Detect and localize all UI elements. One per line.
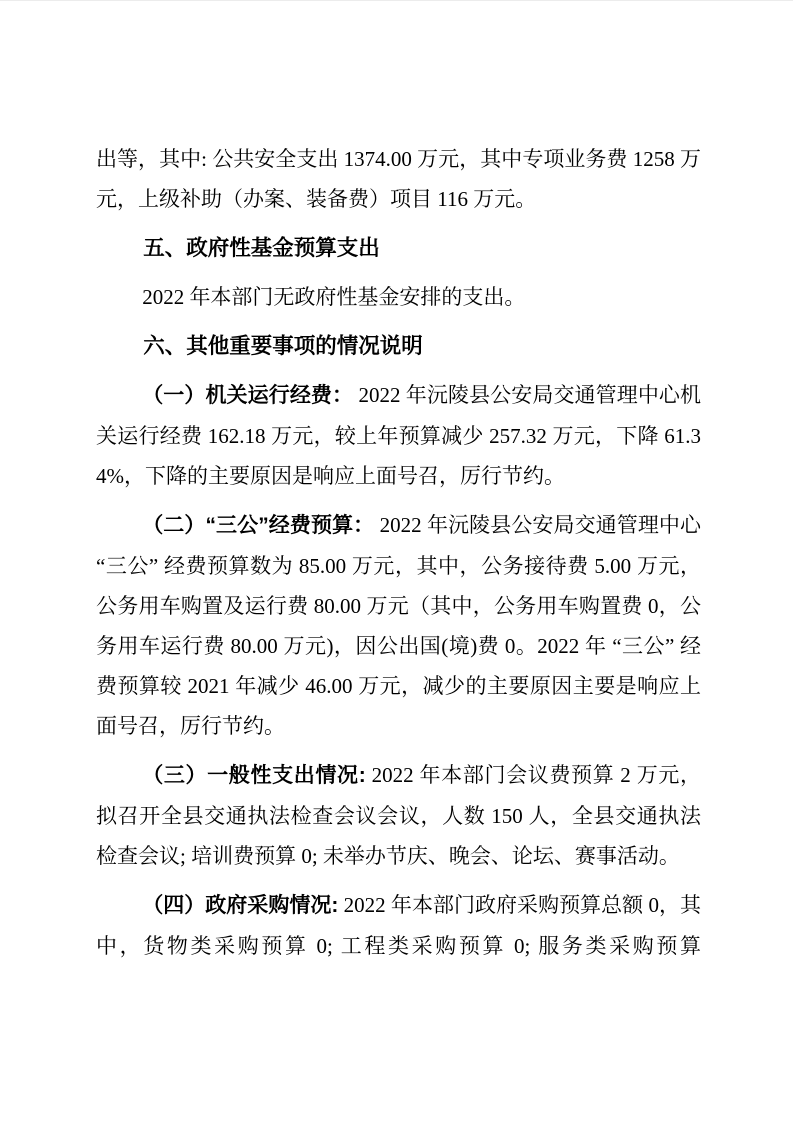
paragraph-operating-expenses [96,375,701,496]
paragraph-text: 2022 年本部门会议费预算 2 万元，拟召开全县交通执法检查会议会议，人数 150 人，全县交通执法检查会议; 培训费预算 0; 未举办节庆、晚会、论坛、赛事活动。 [96,763,702,868]
paragraph-no-fund-expenditure [96,277,701,317]
paragraph-text: 2022 年沅陵县公安局交通管理中心 “三公” 经费预算数为 85.00 万元，其中，公务接待费 5.00 万元，公务用车购置及运行费 80.00 万元（其中，公务用车购置费 0，公务用车运行费 80.00 万元)，因公出国(境)费 0。2022 年 “三公” 经费预算较 2021 年减少 46.00 万元，减少的主要原因主要是响应上面号召，厉行节约。 [96,513,702,738]
paragraph-lead: （二）“三公”经费预算： [142,514,375,537]
paragraph-text: 出等，其中: 公共安全支出 1374.00 万元，其中专项业务费 1258 万元，上级补助（办案、装备费）项目 116 万元。 [96,147,701,211]
paragraph-text: 2022 年本部门无政府性基金安排的支出。 [142,285,526,309]
section-heading-6: 六、其他重要事项的情况说明 [143,334,423,358]
paragraph-government-procurement [96,885,701,966]
section-heading-5: 五、政府性基金预算支出 [143,236,380,260]
paragraph-lead: （四）政府采购情况: [142,894,339,917]
paragraph-lead: （一）机关运行经费： [142,384,354,407]
paragraph-three-public-budget [96,505,701,746]
paragraph-text: 2022 年本部门政府采购预算总额 0，其中，货物类采购预算 0; 工程类采购预算 0; 服务类采购预算 [96,893,702,958]
paragraph-lead: （三）一般性支出情况: [142,764,366,787]
paragraph-general-expenditure [96,755,701,876]
paragraph-text: 2022 年沅陵县公安局交通管理中心机关运行经费 162.18 万元，较上年预算减少 257.32 万元，下降 61.34%，下降的主要原因是响应上面号召，厉行节约。 [96,383,702,488]
paragraph-continuation [96,139,701,219]
